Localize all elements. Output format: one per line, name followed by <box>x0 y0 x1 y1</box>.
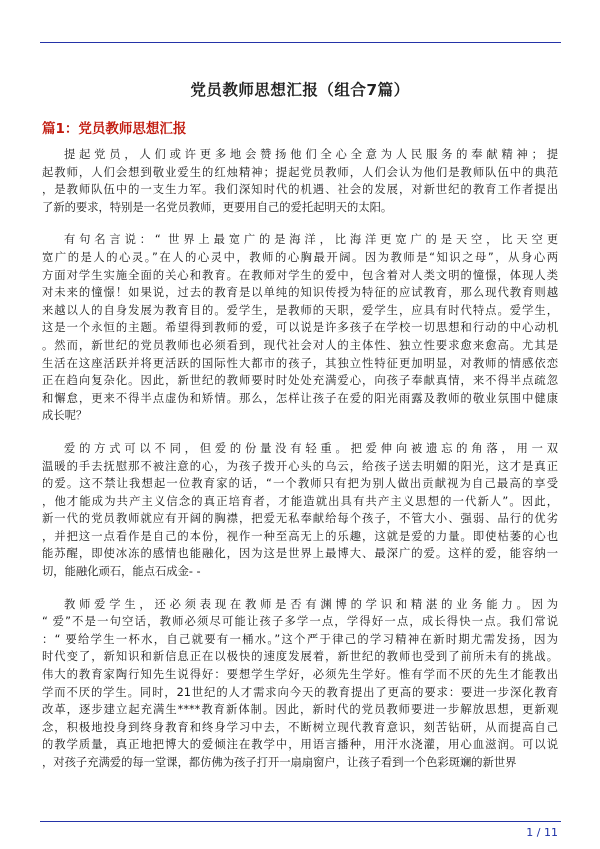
text-line: 。然而，新世纪的党员教师也必须看到，现代社会对人的主体性、独立性要求愈来愈高。尤其是 <box>42 338 558 352</box>
text-line: 的教学质量，真正地把博大的爱倾注在教学中，用语言播种，用汗水浇灌，用心血滋润。可以说 <box>42 738 558 752</box>
paragraph <box>42 440 558 581</box>
text-line: ：“ 要给学生一杯水，自己就要有一桶水。”这个严于律己的学习精神在新时期尤需发扬，因为 <box>42 632 558 646</box>
header-rule <box>40 42 561 43</box>
text-line: 教师爱学生，还必须表现在教师是否有渊博的学识和精湛的业务能力。因为 <box>64 597 558 611</box>
text-line: 温暖的手去抚慰那不被注意的心，为孩子拨开心头的乌云，给孩子送去明媚的阳光，这才是真正 <box>42 459 558 473</box>
text-line: 生活在这座活跃并将更活跃的国际性大都市的孩子，其独立性特征更加明显，对教师的情感依恋 <box>42 356 558 370</box>
text-line: 新一代的党员教师就应有开阔的胸襟，把爱无私奉献给每个孩子，不管大小、强弱、品行的优劣 <box>42 512 558 526</box>
document-body <box>42 146 558 787</box>
text-line: ，并把这一点看作是自己的本份，视作一种至高无上的乐趣，这就是爱的力量。即使枯萎的心也 <box>42 529 558 543</box>
text-line: “ 爱”不是一句空话，教师必须尽可能让孩子多学一点，学得好一点，成长得快一点。我们常说 <box>42 615 558 629</box>
text-line: 正在趋向复杂化。因此，新世纪的教师要时时处处充满爱心，向孩子奉献真情，来不得半点疏忽 <box>42 374 558 388</box>
text-line: 来越以人的自身发展为教育目的。爱学生，是教师的天职，爱学生，应具有时代特点。爱学生， <box>42 303 558 317</box>
text-line: 这是一个永恒的主题。希望得到教师的爱，可以说是许多孩子在学校一切思想和行动的中心动机 <box>42 321 558 335</box>
text-line: 成长呢？ <box>42 409 88 423</box>
document-title: 党员教师思想汇报（组合7篇） <box>190 81 410 99</box>
paragraph <box>42 596 558 772</box>
text-line: 时代变了，新知识和新信息正在以极快的速度发展着，新世纪的教师也受到了前所未有的挑战。 <box>42 650 558 664</box>
text-line: 伟大的教育家陶行知先生说得好：要想学生学好，必须先生学好。惟有学而不厌的先生才能教出 <box>42 668 558 682</box>
text-line: 能苏醒，即使冰冻的感情也能融化，因为这是世界上最博大、最深广的爱。这样的爱，能容纳一 <box>42 547 558 561</box>
text-line: 和懈怠，更来不得半点虚伪和矫情。那么，怎样让孩子在爱的阳光雨露及教师的敬业氛围中健康 <box>42 391 558 405</box>
text-line: 提起党员，人们或许更多地会赞扬他们全心全意为人民服务的奉献精神；提 <box>64 148 558 161</box>
text-line: 起教师，人们会想到敬业爱生的红烛精神；提起党员教师，人们会认为他们是教师队伍中的典范 <box>42 165 558 179</box>
paragraph <box>42 146 558 216</box>
section-heading: 篇1：党员教师思想汇报 <box>42 121 187 137</box>
text-line: 爱的方式可以不同，但爱的份量没有轻重。把爱伸向被遗忘的角落，用一双 <box>64 441 558 455</box>
text-line: 念，积极地投身到终身教育和终身学习中去，不断树立现代教育意识，刻苦钻研，从而提高自己 <box>42 720 558 734</box>
text-line: 的爱。这不禁让我想起一位教育家的话，“一个教师只有把为别人做出贡献视为自己最高的享受 <box>42 477 558 491</box>
text-line: 有句名言说：“ 世界上最宽广的是海洋，比海洋更宽广的是天空，比天空更 <box>64 233 558 247</box>
text-line: 宽广的是人的心灵。”在人的心灵中，教师的心胸最开阔。因为教师是“知识之母”，从身心两 <box>42 250 558 264</box>
text-line: ，他才能成为共产主义信念的真正培育者，才能造就出具有共产主义思想的一代新人”。因此， <box>42 494 558 508</box>
footer-rule <box>40 821 561 822</box>
text-line: 改革，逐步建立起充满生****教育新体制。因此，新时代的党员教师要进一步解放思想，更新观 <box>42 703 558 717</box>
text-line: ，对孩子充满爱的每一堂课，都仿佛为孩子打开一扇扇窗户，让孩子看到一个色彩斑斓的新世界 <box>42 756 517 769</box>
text-line: 了新的要求，特别是一名党员教师，更要用自己的爱托起明天的太阳。 <box>42 200 393 214</box>
page-number: 1 / 11 <box>526 826 558 839</box>
paragraph <box>42 231 558 425</box>
text-line: 对未来的憧憬！如果说，过去的教育是以单纯的知识传授为特征的应试教育，那么现代教育则越 <box>42 286 558 300</box>
text-line: ，是教师队伍中的一支生力军。我们深知时代的机遇、社会的发展，对新世纪的教育工作者提出 <box>42 183 558 197</box>
text-line: 方面对学生实施全面的关心和教育。在教师对学生的爱中，包含着对人类文明的憧憬，体现人类 <box>42 268 558 282</box>
text-line: 切，能融化顽石，能点石成金- - <box>42 565 201 579</box>
text-line: 学而不厌的学生。同时，21世纪的人才需求向今天的教育提出了更高的要求：要进一步深化教育 <box>42 685 558 699</box>
